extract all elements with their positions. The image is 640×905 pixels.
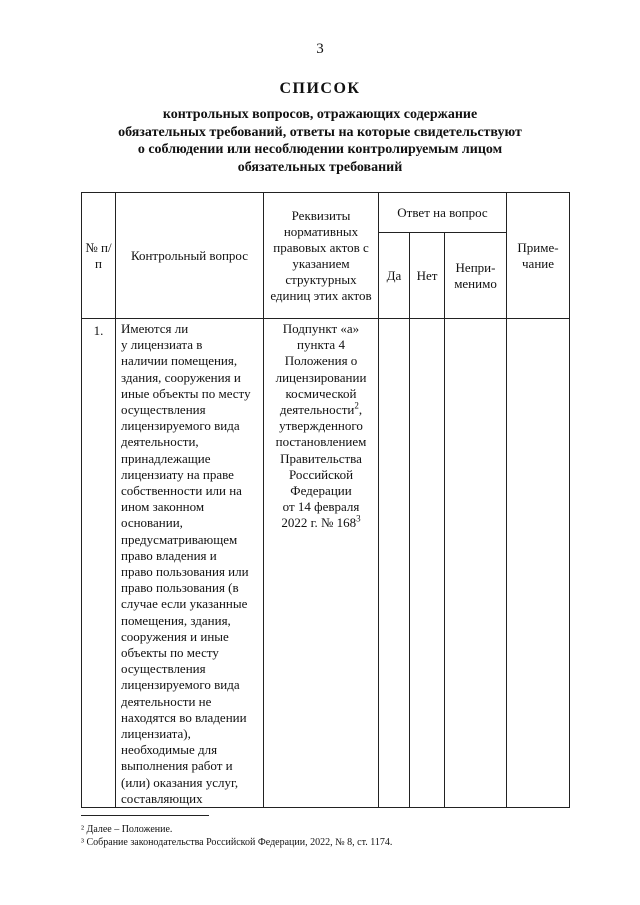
question-line: наличии помещения, bbox=[121, 353, 238, 369]
question-line: объекты по месту bbox=[121, 645, 219, 661]
header-reference: Реквизиты нормативных правовых актов с указанием структурных единиц этих актов bbox=[264, 193, 379, 319]
footnote-3: ³ Собрание законодательства Российской Федерации, 2022, № 8, ст. 1174. bbox=[81, 836, 393, 848]
subtitle-line: контрольных вопросов, отражающих содержание bbox=[162, 107, 478, 122]
footnote-marker: 3 bbox=[356, 514, 361, 525]
header-no: Нет bbox=[410, 233, 445, 319]
question-line: принадлежащие bbox=[121, 450, 211, 466]
question-line: здания, сооружения и bbox=[121, 369, 241, 385]
question-line: лицензируемого вида bbox=[121, 418, 240, 434]
subtitle-line: обязательных требований, ответы на которые свидетельствуют bbox=[118, 124, 522, 140]
reference-text: деятельности bbox=[279, 402, 355, 418]
question-line: ином законном bbox=[121, 499, 205, 515]
question-line: деятельности не bbox=[121, 693, 212, 709]
question-line: выполнения работ и bbox=[121, 758, 233, 774]
reference-line: Федерации bbox=[290, 483, 352, 499]
reference-line: Подпункт «а» bbox=[282, 321, 360, 336]
footnote-2: ² Далее – Положение. bbox=[81, 824, 173, 835]
question-line: необходимые для bbox=[121, 742, 218, 758]
reference-line: пункта 4 bbox=[297, 337, 345, 353]
reference-line: Российской bbox=[288, 466, 354, 482]
question-line: сооружения и иные bbox=[121, 628, 229, 644]
question-line: осуществления bbox=[121, 402, 206, 418]
row-question bbox=[116, 319, 264, 808]
header-question: Контрольный вопрос bbox=[116, 193, 264, 319]
checklist-table bbox=[81, 192, 570, 808]
question-line: составляющих bbox=[121, 790, 203, 806]
footnotes bbox=[81, 824, 392, 849]
header-yes: Да bbox=[379, 233, 410, 319]
row-reference bbox=[264, 319, 379, 808]
question-line: собственности или на bbox=[121, 483, 242, 499]
reference-line: постановлением bbox=[275, 434, 367, 450]
page-number: 3 bbox=[316, 41, 324, 57]
subtitle-line: о соблюдении или несоблюдении контролируемым лицом bbox=[137, 142, 503, 157]
question-line: находятся во владении bbox=[121, 709, 247, 725]
question-line: предусматривающем bbox=[121, 531, 238, 547]
header-not-applicable: Непри-менимо bbox=[445, 233, 507, 319]
question-line: лицензируемого вида bbox=[121, 677, 240, 693]
reference-line: Положения о bbox=[284, 353, 358, 369]
reference-line: утвержденного bbox=[279, 418, 363, 434]
answer-yes-cell bbox=[379, 319, 410, 808]
question-line: иные объекты по месту bbox=[121, 385, 251, 401]
header-number: № п/п bbox=[82, 193, 116, 319]
question-line: основании, bbox=[121, 515, 183, 531]
reference-line-with-footnote bbox=[264, 402, 378, 418]
reference-line: Правительства bbox=[280, 450, 362, 466]
reference-comma: , bbox=[358, 402, 363, 418]
question-line: у лицензиата в bbox=[121, 337, 203, 353]
question-line: деятельности, bbox=[121, 434, 199, 450]
footnote-marker: 2 bbox=[354, 400, 359, 411]
question-line: Имеются ли bbox=[121, 321, 189, 336]
question-line: лицензиату на праве bbox=[121, 466, 234, 482]
footnote-divider bbox=[81, 815, 209, 816]
question-line: право пользования (в bbox=[121, 580, 239, 596]
document-subtitle bbox=[90, 106, 550, 176]
subtitle-line: обязательных требований bbox=[237, 159, 403, 175]
header-note: Приме-чание bbox=[507, 193, 570, 319]
reference-text: 2022 г. № 168 bbox=[281, 515, 357, 531]
question-line: помещения, здания, bbox=[121, 612, 231, 628]
table-row bbox=[82, 319, 570, 808]
reference-line: от 14 февраля bbox=[282, 499, 360, 515]
row-number: 1. bbox=[82, 319, 116, 808]
question-line: право владения и bbox=[121, 547, 217, 563]
question-line: случае если указанные bbox=[121, 596, 248, 612]
answer-no-cell bbox=[410, 319, 445, 808]
header-answer: Ответ на вопрос bbox=[379, 193, 507, 233]
reference-line-with-footnote bbox=[264, 515, 378, 531]
question-line: осуществления bbox=[121, 661, 206, 677]
document-title: СПИСОК bbox=[279, 80, 361, 97]
question-line: лицензиата), bbox=[121, 726, 191, 742]
question-line: право пользования или bbox=[121, 564, 249, 580]
reference-line: космической bbox=[285, 385, 357, 401]
answer-not-applicable-cell bbox=[445, 319, 507, 808]
note-cell bbox=[507, 319, 570, 808]
question-line: (или) оказания услуг, bbox=[121, 774, 239, 790]
reference-line: лицензировании bbox=[275, 369, 367, 385]
